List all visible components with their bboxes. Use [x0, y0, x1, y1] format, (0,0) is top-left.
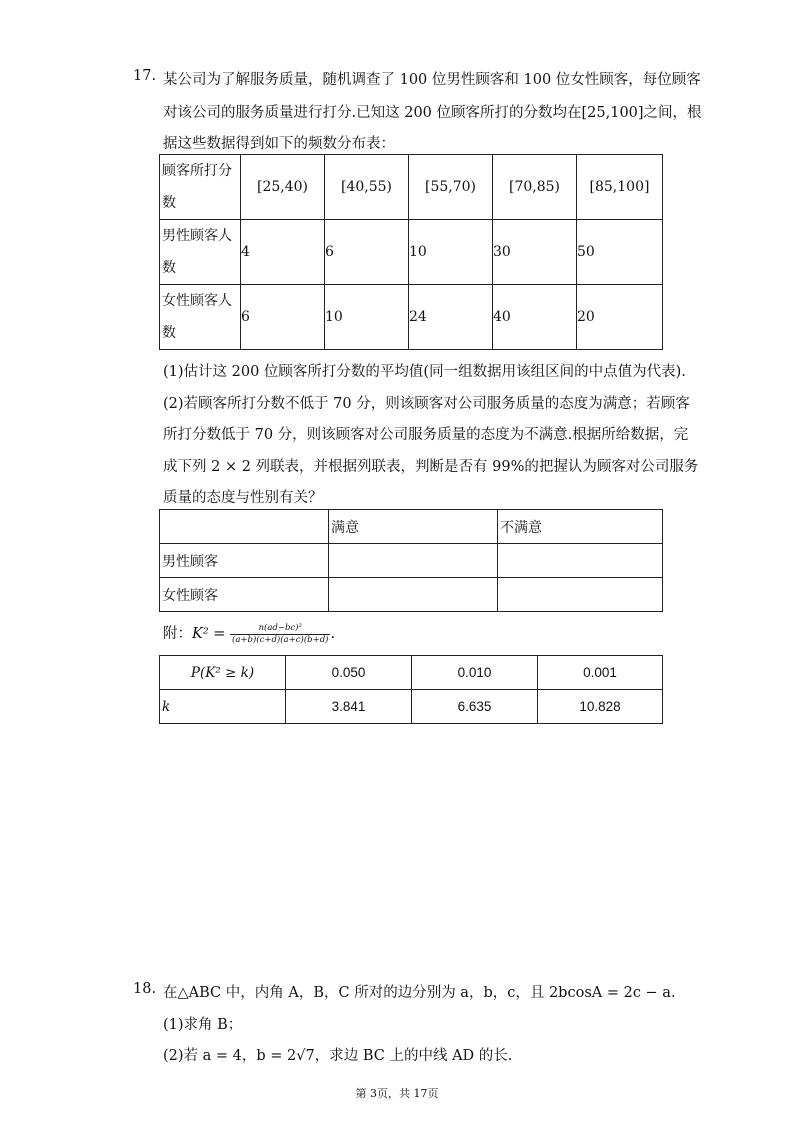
q17-part2-line-1: (2)若顾客所打分数不低于 70 分，则该顾客对公司服务质量的态度为满意；若顾客	[163, 396, 690, 412]
q17-part2-line-2: 所打分数低于 70 分，则该顾客对公司服务质量的态度为不满意.根据所给数据，完	[163, 427, 689, 443]
blank-cell	[329, 544, 498, 578]
value-cell: 0.001	[538, 656, 663, 690]
blank-cell	[498, 578, 663, 612]
q18-stem: 在△ABC 中，内角 A，B，C 所对的边分别为 a，b，c，且 2bcosA = 2c − a.	[163, 985, 676, 1001]
frequency-table	[159, 154, 663, 350]
critical-value-table	[159, 655, 663, 724]
q17-part2-line-4: 质量的态度与性别有关？	[163, 490, 323, 506]
interval-cell: [40,55)	[325, 155, 409, 220]
page-footer: 第 3页，共 17页	[355, 1087, 439, 1100]
row-label-line: 女性顾客人	[162, 293, 232, 309]
blank-cell	[498, 544, 663, 578]
table-row	[160, 544, 663, 578]
value-cell: 10	[325, 285, 409, 350]
formula-numerator: n(ad−bc)²	[230, 623, 330, 635]
q17-stem-line-3: 据这些数据得到如下的频数分布表：	[163, 136, 395, 152]
value-cell: 4	[241, 220, 325, 285]
interval-cell: [85,100]	[577, 155, 663, 220]
value-cell: 3.841	[286, 690, 412, 724]
q17-part2-line-3: 成下列 2 × 2 列联表，并根据列联表，判断是否有 99%的把握认为顾客对公司服务	[163, 459, 699, 475]
table-row	[160, 285, 663, 350]
value-cell: 0.050	[286, 656, 412, 690]
q17-part1: (1)估计这 200 位顾客所打分数的平均值(同一组数据用该组区间的中点值为代表).	[163, 364, 686, 380]
probability-label-cell: P(K² ≥ k)	[160, 656, 286, 690]
value-cell: 10	[409, 220, 493, 285]
header-cell-satisfied: 满意	[329, 510, 498, 544]
table-row	[160, 220, 663, 285]
formula-fraction	[230, 623, 330, 646]
formula-denominator: (a+b)(c+d)(a+c)(b+d)	[232, 634, 329, 645]
table-row	[160, 690, 663, 724]
interval-cell: [55,70)	[409, 155, 493, 220]
q17-stem-line-1: 某公司为了解服务质量，随机调查了 100 位男性顾客和 100 位女性顾客，每位顾客	[163, 72, 701, 88]
header-label-line: 顾客所打分	[162, 163, 232, 179]
value-cell: 30	[493, 220, 577, 285]
formula-prefix: 附：	[163, 626, 192, 642]
header-cell-unsatisfied: 不满意	[498, 510, 663, 544]
formula-line	[163, 622, 335, 646]
table-row	[160, 578, 663, 612]
interval-cell: [25,40)	[241, 155, 325, 220]
value-cell: 6	[241, 285, 325, 350]
value-cell: 20	[577, 285, 663, 350]
table-row	[160, 155, 663, 220]
row-label-cell: 女性顾客	[160, 578, 329, 612]
row-label-line: 数	[162, 260, 176, 276]
contingency-table	[159, 509, 663, 612]
row-label-line: 数	[162, 325, 176, 341]
value-cell: 24	[409, 285, 493, 350]
row-label-line: 男性顾客人	[162, 228, 232, 244]
table-row	[160, 656, 663, 690]
formula-lhs: K² =	[192, 626, 231, 642]
q18-part2: (2)若 a = 4，b = 2√7，求边 BC 上的中线 AD 的长.	[163, 1048, 513, 1064]
question-18-number: 18.	[133, 981, 157, 997]
value-cell: 10.828	[538, 690, 663, 724]
interval-cell: [70,85)	[493, 155, 577, 220]
table-row	[160, 510, 663, 544]
formula-suffix: .	[330, 626, 336, 642]
question-17-number: 17.	[133, 68, 157, 84]
row-label-cell	[160, 220, 241, 285]
q18-part1: (1)求角 B；	[163, 1017, 243, 1033]
blank-cell	[329, 578, 498, 612]
row-label-cell	[160, 285, 241, 350]
q17-stem-line-2: 对该公司的服务质量进行打分.已知这 200 位顾客所打的分数均在[25,100]之间，根	[163, 105, 702, 121]
row-label-cell: 男性顾客	[160, 544, 329, 578]
k-label-cell: k	[160, 690, 286, 724]
corner-cell	[160, 510, 329, 544]
value-cell: 40	[493, 285, 577, 350]
value-cell: 0.010	[412, 656, 538, 690]
value-cell: 50	[577, 220, 663, 285]
header-label-cell	[160, 155, 241, 220]
value-cell: 6	[325, 220, 409, 285]
header-label-line: 数	[162, 195, 176, 211]
value-cell: 6.635	[412, 690, 538, 724]
